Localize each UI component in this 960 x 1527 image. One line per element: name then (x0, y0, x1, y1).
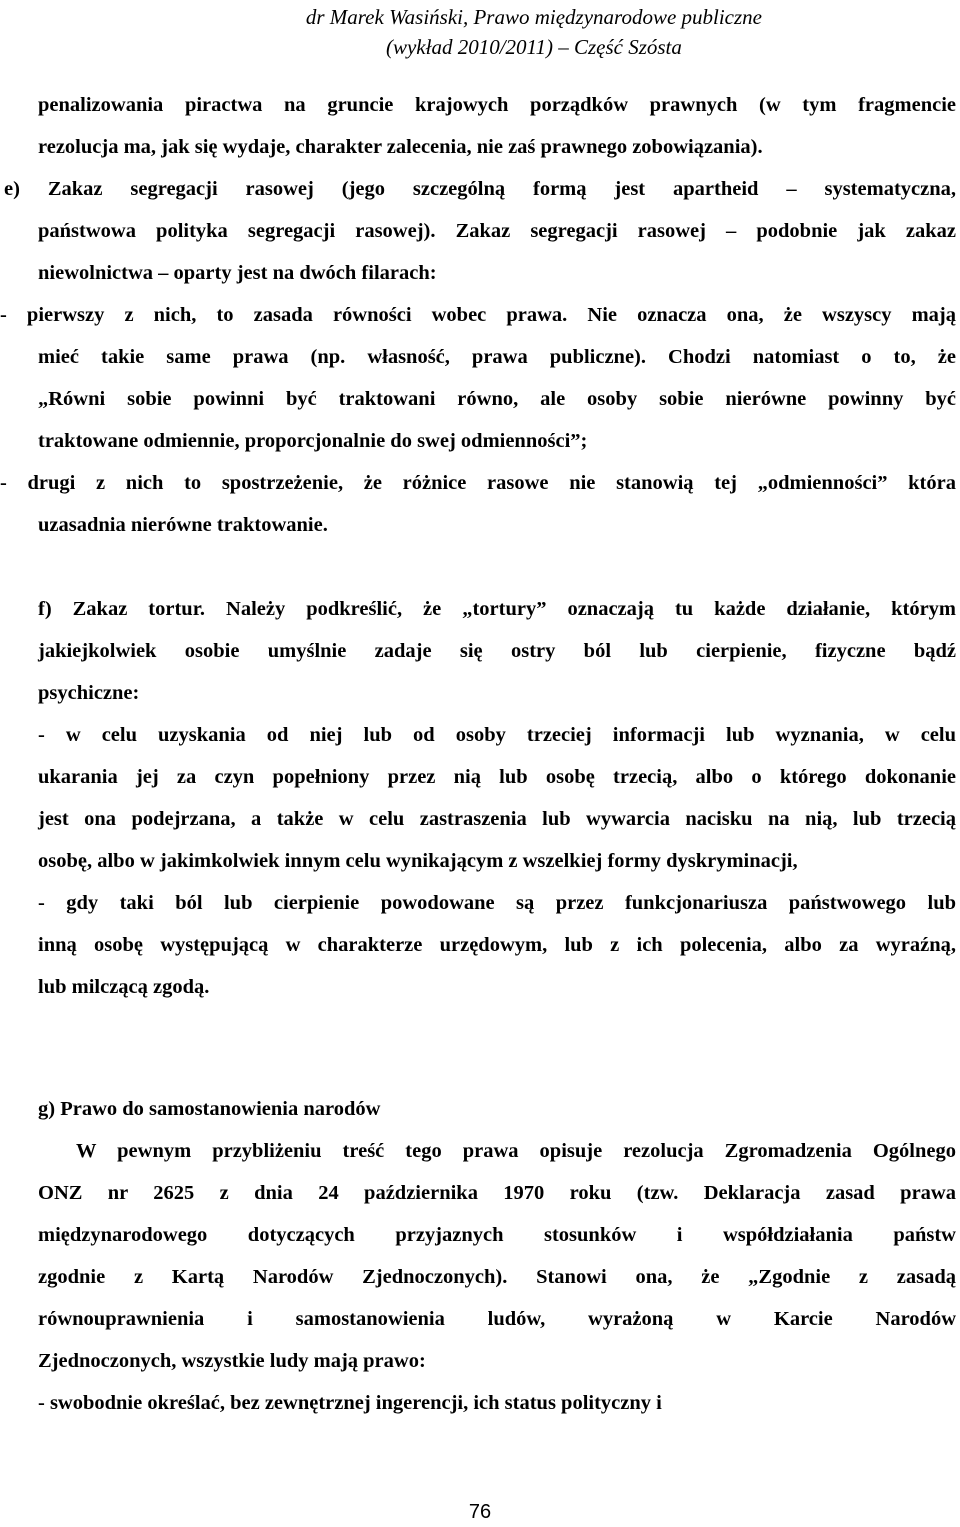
text-line: e) Zakaz segregacji rasowej (jego szczególną formą jest apartheid – systematyczna, (4, 178, 956, 200)
text-line: traktowane odmiennie, proporcjonalnie do swej odmienności”; (38, 430, 588, 452)
text-line: międzynarodowego dotyczących przyjaznych stosunków i współdziałania państw (38, 1224, 956, 1246)
running-header (306, 2, 762, 62)
text-line: „Równi sobie powinni być traktowani równo, ale osoby sobie nierówne powinny być (38, 388, 956, 410)
text-line: mieć takie same prawa (np. własność, prawa publiczne). Chodzi natomiast o to, że (38, 346, 956, 368)
text-line: jakiejkolwiek osobie umyślnie zadaje się ostry ból lub cierpienie, fizyczne bądź (38, 640, 956, 662)
text-line: inną osobę występującą w charakterze urzędowym, lub z ich polecenia, albo za wyraźną, (38, 934, 956, 956)
text-line: - gdy taki ból lub cierpienie powodowane są przez funkcjonariusza państwowego lub (38, 892, 956, 914)
text-line: psychiczne: (38, 682, 140, 704)
paragraph-gap (38, 1008, 956, 1048)
text-line: państwowa polityka segregacji rasowej). Zakaz segregacji rasowej – podobnie jak zakaz (38, 220, 956, 242)
body-text (0, 84, 956, 1424)
text-line: rezolucja ma, jak się wydaje, charakter zalecenia, nie zaś prawnego zobowiązania). (38, 136, 763, 158)
text-line: Zjednoczonych, wszystkie ludy mają prawo: (38, 1350, 426, 1372)
text-line: penalizowania piractwa na gruncie krajowych porządków prawnych (w tym fragmencie (38, 94, 956, 116)
text-line: f) Zakaz tortur. Należy podkreślić, że „tortury” oznaczają tu każde działanie, którym (38, 598, 956, 620)
header-line-1: dr Marek Wasiński, Prawo międzynarodowe publiczne (305, 5, 762, 29)
text-line: równouprawnienia i samostanowienia ludów, wyrażoną w Karcie Narodów (38, 1308, 956, 1330)
text-line: ONZ nr 2625 z dnia 24 października 1970 roku (tzw. Deklaracja zasad prawa (38, 1182, 956, 1204)
text-line: - pierwszy z nich, to zasada równości wobec prawa. Nie oznacza ona, że wszyscy mają (0, 304, 956, 326)
page-number: 76 (468, 1501, 492, 1523)
text-line: W pewnym przybliżeniu treść tego prawa opisuje rezolucja Zgromadzenia Ogólnego (76, 1140, 956, 1162)
paragraph-gap (38, 546, 956, 588)
header-line-2: (wykład 2010/2011) – Część Szósta (385, 35, 682, 59)
text-line: niewolnictwa – oparty jest na dwóch filarach: (38, 262, 437, 284)
text-line: - w celu uzyskania od niej lub od osoby trzeciej informacji lub wyznania, w celu (38, 724, 956, 746)
text-line: uzasadnia nierówne traktowanie. (38, 514, 328, 536)
section-heading: g) Prawo do samostanowienia narodów (38, 1098, 381, 1120)
text-line: osobę, albo w jakimkolwiek innym celu wynikającym z wszelkiej formy dyskryminacji, (38, 850, 798, 872)
text-line: lub milczącą zgodą. (38, 976, 210, 998)
text-line: - swobodnie określać, bez zewnętrznej ingerencji, ich status polityczny i (38, 1392, 662, 1414)
text-line: ukarania jej za czyn popełniony przez nią lub osobę trzecią, albo o którego dokonanie (38, 766, 956, 788)
paragraph-gap (38, 1048, 956, 1088)
text-line: zgodnie z Kartą Narodów Zjednoczonych). Stanowi ona, że „Zgodnie z zasadą (38, 1266, 956, 1288)
text-line: jest ona podejrzana, a także w celu zastraszenia lub wywarcia nacisku na nią, lub trzecią (38, 808, 956, 830)
text-line: - drugi z nich to spostrzeżenie, że różnice rasowe nie stanowią tej „odmienności” która (0, 472, 956, 494)
